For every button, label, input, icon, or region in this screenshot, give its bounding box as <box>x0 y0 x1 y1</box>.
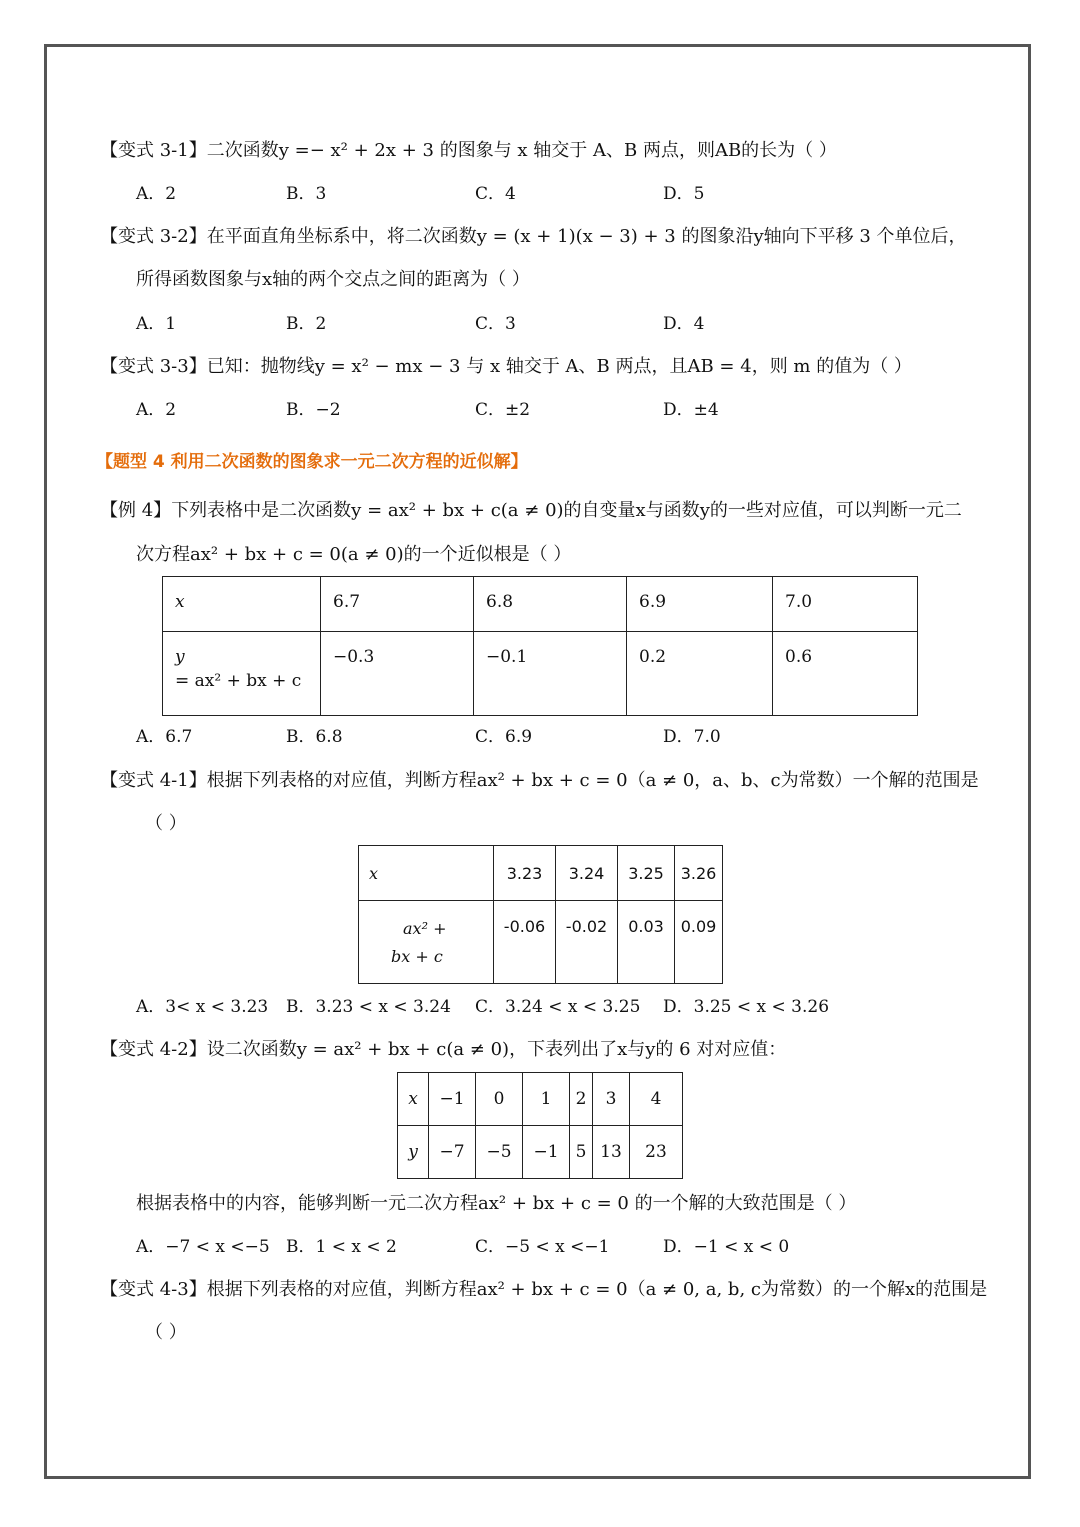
table-cell: 1 <box>523 1073 570 1126</box>
table-cell: 6.7 <box>321 577 474 632</box>
question-tag: 【变式 4-1】 <box>100 770 207 791</box>
question-stem-continued: 所得函数图象与x轴的两个交点之间的距离为（ ） <box>136 269 530 290</box>
table-cell: 6.8 <box>474 577 627 632</box>
question-3-3 <box>100 355 912 379</box>
question-stem-continued: （ ） <box>145 1322 187 1343</box>
option-c: C．±2 <box>475 400 531 420</box>
question-4-1 <box>100 769 979 793</box>
table-cell <box>163 632 321 716</box>
row-label: = ax² + bx + c <box>175 671 302 691</box>
option-d: D．7.0 <box>663 727 721 747</box>
option-c: C．3.24 < x < 3.25 <box>475 997 641 1017</box>
option-a: A．2 <box>136 184 177 204</box>
option-a: A．−7 < x <−5 <box>136 1237 270 1257</box>
table-cell: -0.02 <box>556 901 618 984</box>
question-tag: 【变式 4-3】 <box>100 1279 207 1300</box>
table-cell: 13 <box>593 1126 630 1179</box>
table-cell: −7 <box>429 1126 476 1179</box>
value-table <box>358 845 723 984</box>
option-a: A．2 <box>136 400 177 420</box>
table-cell: 5 <box>570 1126 593 1179</box>
question-tag: 【例 4】 <box>100 500 172 521</box>
option-c: C．−5 < x <−1 <box>475 1237 610 1257</box>
table-cell: 3.24 <box>556 846 618 901</box>
option-d: D．±4 <box>663 400 719 420</box>
table-cell: 3 <box>593 1073 630 1126</box>
question-stem: 下列表格中是二次函数y = ax² + bx + c(a ≠ 0)的自变量x与函数y的一些对应值，可以判断一元二 <box>171 500 962 521</box>
question-stem-continued: 次方程ax² + bx + c = 0(a ≠ 0)的一个近似根是（ ） <box>136 544 572 565</box>
question-stem: 已知：抛物线y = x² − mx − 3 与 x 轴交于 A、B 两点，且AB = 4，则 m 的值为（ ） <box>206 356 912 377</box>
table-cell: 23 <box>630 1126 683 1179</box>
question-stem: 根据下列表格的对应值，判断方程ax² + bx + c = 0（a ≠ 0, a, b, c为常数）的一个解x的范围是 <box>206 1279 988 1300</box>
option-d: D．4 <box>663 314 705 334</box>
table-cell: −1 <box>523 1126 570 1179</box>
table-cell: 7.0 <box>773 577 918 632</box>
page-border <box>44 44 1031 1479</box>
table-cell: 0.03 <box>618 901 675 984</box>
table-cell: x <box>398 1073 429 1126</box>
table-cell: 0.6 <box>773 632 918 716</box>
option-b: B．−2 <box>286 400 341 420</box>
question-3-1 <box>100 139 837 163</box>
option-d: D．−1 < x < 0 <box>663 1237 790 1257</box>
table-cell: x <box>359 846 494 901</box>
option-c: C．4 <box>475 184 516 204</box>
question-tag: 【变式 4-2】 <box>100 1039 207 1060</box>
option-a: A．3< x < 3.23 <box>136 997 269 1017</box>
table-cell: −5 <box>476 1126 523 1179</box>
row-label: y <box>175 647 185 667</box>
question-3-2 <box>100 225 967 249</box>
table-cell: y <box>398 1126 429 1179</box>
option-b: B．2 <box>286 314 327 334</box>
option-a: A．6.7 <box>136 727 193 747</box>
table-cell: −0.3 <box>321 632 474 716</box>
section-heading: 【题型 4 利用二次函数的图象求一元二次方程的近似解】 <box>96 452 528 472</box>
question-4-3 <box>100 1278 987 1302</box>
question-stem-continued: 根据表格中的内容，能够判断一元二次方程ax² + bx + c = 0 的一个解的大致范围是（ ） <box>136 1193 857 1214</box>
table-cell: 3.26 <box>675 846 723 901</box>
option-d: D．5 <box>663 184 705 204</box>
option-b: B．3 <box>286 184 327 204</box>
table-cell: 2 <box>570 1073 593 1126</box>
table-cell: 0 <box>476 1073 523 1126</box>
question-4-2 <box>100 1038 786 1062</box>
question-tag: 【变式 3-1】 <box>100 140 207 161</box>
question-stem-continued: （ ） <box>145 813 187 834</box>
table-cell: 3.23 <box>494 846 556 901</box>
option-a: A．1 <box>136 314 177 334</box>
table-cell: x <box>163 577 321 632</box>
table-cell: −0.1 <box>474 632 627 716</box>
question-stem: 二次函数y =− x² + 2x + 3 的图象与 x 轴交于 A、B 两点，则AB的长为（ ） <box>206 140 837 161</box>
question-stem: 根据下列表格的对应值，判断方程ax² + bx + c = 0（a ≠ 0，a、b、c为常数）一个解的范围是 <box>206 770 979 791</box>
table-cell: 3.25 <box>618 846 675 901</box>
option-c: C．6.9 <box>475 727 533 747</box>
question-tag: 【变式 3-3】 <box>100 356 207 377</box>
table-cell: −1 <box>429 1073 476 1126</box>
question-stem: 在平面直角坐标系中，将二次函数y = (x + 1)(x − 3) + 3 的图象沿y轴向下平移 3 个单位后， <box>206 226 967 247</box>
row-label: ax² + <box>403 919 447 938</box>
question-tag: 【变式 3-2】 <box>100 226 207 247</box>
table-cell: 4 <box>630 1073 683 1126</box>
table-cell: 6.9 <box>627 577 773 632</box>
table-cell <box>359 901 494 984</box>
table-cell: 0.2 <box>627 632 773 716</box>
option-b: B．1 < x < 2 <box>286 1237 397 1257</box>
option-b: B．3.23 < x < 3.24 <box>286 997 451 1017</box>
option-d: D．3.25 < x < 3.26 <box>663 997 830 1017</box>
table-cell: 0.09 <box>675 901 723 984</box>
example-4 <box>100 499 962 523</box>
value-table <box>397 1072 683 1179</box>
table-cell: -0.06 <box>494 901 556 984</box>
row-label: bx + c <box>391 947 443 966</box>
question-stem: 设二次函数y = ax² + bx + c(a ≠ 0)，下表列出了x与y的 6 对对应值： <box>206 1039 787 1060</box>
option-c: C．3 <box>475 314 516 334</box>
option-b: B．6.8 <box>286 727 343 747</box>
value-table <box>162 576 918 716</box>
